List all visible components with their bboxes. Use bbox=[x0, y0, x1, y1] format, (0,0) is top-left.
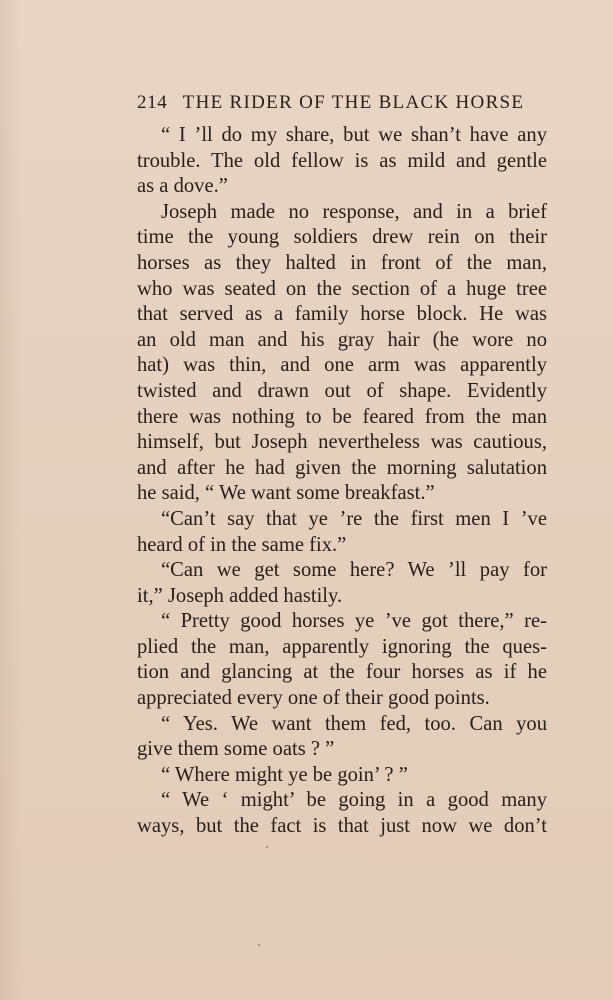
text-line: trouble. The old fellow is as mild and gentle bbox=[137, 149, 547, 172]
text-line: time the young soldiers drew rein on their bbox=[137, 226, 547, 249]
paragraph bbox=[137, 788, 547, 839]
paper-speck bbox=[258, 944, 260, 946]
text-line: who was seated on the section of a huge tree bbox=[137, 277, 547, 300]
running-title: THE RIDER OF THE BLACK HORSE bbox=[182, 92, 525, 113]
text-line: “ Pretty good horses ye ’ve got there,” re- bbox=[161, 610, 547, 633]
text-line: heard of in the same fix.” bbox=[137, 533, 347, 556]
text-line: “ I ’ll do my share, but we shan’t have any bbox=[161, 124, 547, 146]
paragraph bbox=[137, 200, 547, 507]
text-line: he said, “ We want some breakfast.” bbox=[137, 482, 435, 505]
text-line: ways, but the fact is that just now we don’t bbox=[137, 815, 547, 838]
text-line: hat) was thin, and one arm was apparently bbox=[137, 354, 547, 377]
text-line: give them some oats ? ” bbox=[137, 738, 335, 761]
paragraph bbox=[137, 507, 547, 558]
paragraph bbox=[137, 558, 547, 609]
text-line: twisted and drawn out of shape. Evidently bbox=[137, 379, 547, 402]
paper-speck bbox=[266, 846, 268, 848]
text-line: horses as they halted in front of the man, bbox=[137, 251, 547, 274]
text-line: “ Where might ye be goin’ ? ” bbox=[161, 763, 408, 786]
text-line: himself, but Joseph nevertheless was cautious, bbox=[137, 431, 547, 454]
text-line: it,” Joseph added hastily. bbox=[137, 584, 343, 607]
body-text bbox=[137, 123, 547, 840]
running-header bbox=[137, 92, 547, 114]
paragraph bbox=[137, 123, 547, 200]
text-line: “Can we get some here? We ’ll pay for bbox=[161, 559, 547, 582]
text-line: an old man and his gray hair (he wore no bbox=[137, 328, 547, 351]
paragraph bbox=[137, 609, 547, 711]
text-line: “Can’t say that ye ’re the first men I ’ve bbox=[161, 507, 547, 530]
paragraph bbox=[137, 763, 547, 789]
text-line: there was nothing to be feared from the man bbox=[137, 405, 547, 428]
text-line: plied the man, apparently ignoring the ques- bbox=[137, 635, 547, 658]
paragraph bbox=[137, 712, 547, 763]
text-line: and after he had given the morning salutation bbox=[137, 456, 547, 479]
text-line: tion and glancing at the four horses as if he bbox=[137, 661, 547, 684]
text-line: Joseph made no response, and in a brief bbox=[161, 200, 547, 223]
text-line: as a dove.” bbox=[137, 175, 228, 198]
text-line: “ Yes. We want them fed, too. Can you bbox=[161, 712, 547, 735]
page-number: 214 bbox=[137, 92, 168, 113]
text-line: “ We ‘ might’ be going in a good many bbox=[161, 789, 547, 812]
text-line: that served as a family horse block. He was bbox=[137, 303, 547, 326]
text-line: appreciated every one of their good points. bbox=[137, 687, 490, 710]
